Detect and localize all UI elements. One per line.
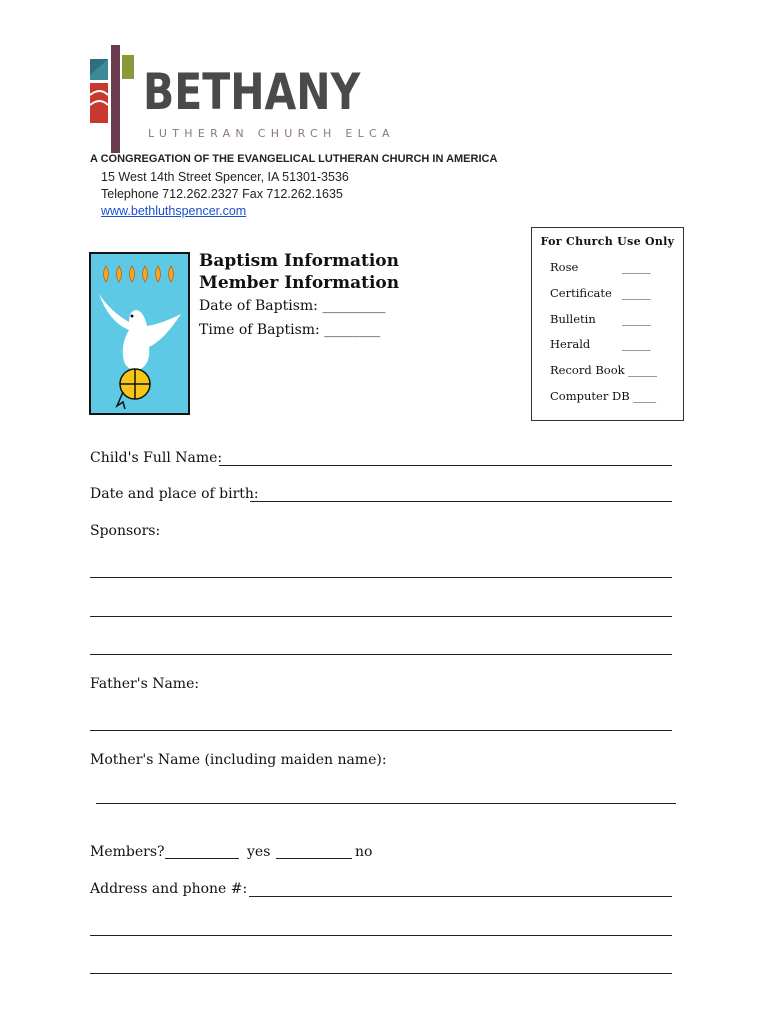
website-link[interactable]: www.bethluthspencer.com bbox=[101, 204, 247, 218]
use-blank-certificate: _____ bbox=[622, 286, 651, 300]
members-yes-label: yes bbox=[247, 844, 271, 860]
sponsors-label: Sponsors: bbox=[90, 523, 161, 539]
father-name-field[interactable] bbox=[90, 730, 672, 731]
use-item-rose: Rose bbox=[550, 260, 579, 274]
mother-name-label: Mother's Name (including maiden name): bbox=[90, 752, 387, 768]
date-of-baptism-label: Date of Baptism: _________ bbox=[199, 298, 386, 314]
members-no-label: no bbox=[355, 844, 373, 860]
members-label: Members? bbox=[90, 844, 165, 860]
form-title-member: Member Information bbox=[199, 273, 400, 293]
congregation-heading: A CONGREGATION OF THE EVANGELICAL LUTHERAN CHURCH IN AMERICA bbox=[90, 153, 498, 165]
form-title-baptism: Baptism Information bbox=[199, 251, 399, 271]
sponsor-field[interactable] bbox=[90, 577, 672, 578]
church-subtitle-logo: LUTHERAN CHURCH ELCA bbox=[148, 127, 395, 140]
church-use-title: For Church Use Only bbox=[540, 235, 675, 248]
use-blank-herald: _____ bbox=[622, 337, 651, 351]
sponsor-field[interactable] bbox=[90, 616, 672, 617]
mother-name-field[interactable] bbox=[96, 803, 676, 804]
address-phone-field[interactable] bbox=[90, 935, 672, 936]
birth-label: Date and place of birth: bbox=[90, 486, 259, 502]
father-name-label: Father's Name: bbox=[90, 676, 200, 692]
time-of-baptism-label: Time of Baptism: ________ bbox=[199, 322, 381, 338]
use-item-herald: Herald bbox=[550, 337, 591, 351]
church-name-logo: BETHANY bbox=[143, 63, 361, 121]
dove-icon bbox=[89, 252, 190, 415]
sponsor-field[interactable] bbox=[90, 654, 672, 655]
use-item-record-book: Record Book _____ bbox=[550, 363, 658, 377]
child-name-field[interactable] bbox=[219, 465, 672, 466]
use-blank-rose: _____ bbox=[622, 260, 651, 274]
use-item-certificate: Certificate bbox=[550, 286, 612, 300]
church-use-box bbox=[531, 227, 684, 421]
members-no-field[interactable] bbox=[276, 858, 352, 859]
address-street: 15 West 14th Street Spencer, IA 51301-3536 bbox=[101, 170, 349, 184]
address-phone-field[interactable] bbox=[90, 973, 672, 974]
church-logo-icon bbox=[90, 45, 135, 153]
address-phone-label: Address and phone #: bbox=[90, 881, 248, 897]
use-item-bulletin: Bulletin bbox=[550, 312, 596, 326]
child-name-label: Child's Full Name: bbox=[90, 450, 223, 466]
use-item-computer-db: Computer DB ____ bbox=[550, 389, 657, 403]
address-phone-field[interactable] bbox=[249, 896, 672, 897]
birth-field[interactable] bbox=[250, 501, 672, 502]
use-blank-bulletin: _____ bbox=[622, 312, 651, 326]
members-yes-field[interactable] bbox=[165, 858, 239, 859]
address-phone: Telephone 712.262.2327 Fax 712.262.1635 bbox=[101, 187, 343, 201]
